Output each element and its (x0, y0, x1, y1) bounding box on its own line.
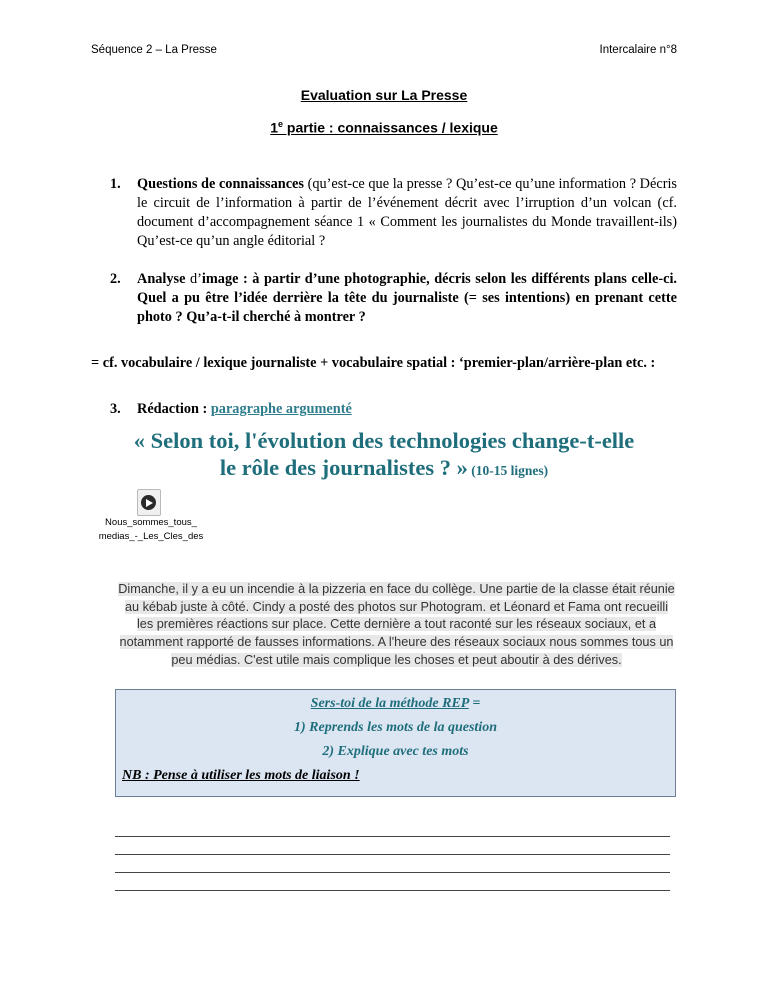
question-2-plain: d’ (185, 271, 202, 287)
question-3-number: 3. (110, 401, 121, 417)
question-2 (137, 270, 677, 327)
video-file-icon[interactable] (137, 489, 161, 516)
header-right: Intercalaire n°8 (599, 44, 677, 56)
rep-line-3: 2) Explique avec tes mots (322, 744, 469, 759)
question-2-bold: Analyse (137, 271, 186, 287)
prompt-length: (10-15 lignes) (467, 463, 549, 478)
section-title (0, 119, 768, 136)
question-2-number: 2. (110, 271, 121, 287)
rep-method-box (115, 689, 676, 797)
prompt-line-1: « Selon toi, l'évolution des technologies change-t-elle (133, 428, 635, 453)
excerpt-body: Dimanche, il y a eu un incendie à la pizzeria en face du collège. Une partie de la classe était réunie au kébab juste à côté. Cindy a posté des photos sur Photogram. et Léonard et Fama ont recueilli les premières réactions sur place. Cette dernière a tout raconté sur les réseaux sociaux, et a notamment rapporté de fausses informations. A l'heure des réseaux sociaux nous sommes tous un peu médias. C'est utile mais complique les choses et peut aboutir à des dérives. (118, 582, 675, 667)
prompt-line-2 (0, 454, 768, 484)
section-rest: partie : connaissances / lexique (283, 119, 498, 136)
question-1 (137, 175, 677, 251)
rep-line-4: NB : Pense à utiliser les mots de liaison ! (122, 768, 360, 783)
rep-line-2: 1) Reprends les mots de la question (293, 720, 497, 735)
argument-link[interactable]: paragraphe argumenté (210, 401, 352, 417)
writing-line[interactable] (115, 836, 670, 837)
question-2-bold2: image : à partir d’une photographie, décris selon les différents plans celle-ci. Quel a pu être l’idée derrière la tête du journaliste (= ses intentions) en prenant cette photo ? Qu’a-t-il cherché à montrer ? (137, 271, 678, 325)
play-icon (141, 495, 156, 510)
writing-line[interactable] (115, 854, 670, 855)
question-3-label: Rédaction : (137, 401, 211, 417)
prompt-line-2-text: le rôle des journalistes ? » (219, 455, 468, 480)
rep-line-1 (116, 696, 675, 712)
question-1-number: 1. (110, 176, 121, 192)
header-left: Séquence 2 – La Presse (91, 44, 217, 56)
question-1-bold: Questions de connaissances (137, 176, 304, 192)
question-3 (137, 400, 677, 419)
vocabulary-note: = cf. vocabulaire / lexique journaliste + vocabulaire spatial : ‘premier-plan/arrière-plan etc. : (91, 355, 656, 371)
excerpt-text (117, 581, 676, 670)
question-1-text: (qu’est-ce que la presse ? Qu’est-ce qu’une information ? Décris le circuit de l’information à partir de l’événement décrit avec l’irruption d’un volcan (cf. document d’accompagnement séance 1 « Comment les journalistes du Monde travaillent-ils) Qu’est-ce qu’un angle éditorial ? (137, 176, 678, 249)
section-sup: e (278, 119, 284, 129)
section-num: 1 (270, 119, 278, 136)
rep-equals: = (468, 696, 481, 711)
rep-title: Sers-toi de la méthode REP (310, 696, 469, 711)
writing-line[interactable] (115, 890, 670, 891)
video-filename-1[interactable]: Nous_sommes_tous_ (105, 517, 197, 528)
writing-line[interactable] (115, 872, 670, 873)
video-filename-2[interactable]: medias_-_Les_Cles_des (98, 531, 204, 542)
page-title: Evaluation sur La Presse (300, 87, 468, 103)
